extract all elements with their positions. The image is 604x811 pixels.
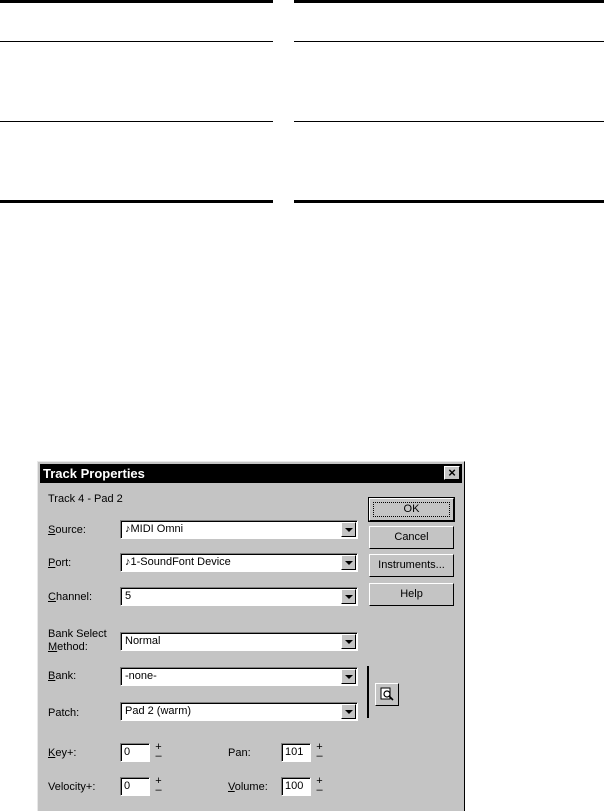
channel-select[interactable] [120,587,358,606]
chevron-down-icon[interactable] [341,669,356,684]
pan-value: 101 [285,746,304,758]
chevron-down-icon[interactable] [341,555,356,570]
key-label: Key+: [48,747,77,759]
source-value: ♪MIDI Omni [125,523,184,535]
bank-select[interactable] [120,667,358,686]
channel-label: Channel: [48,591,93,603]
velocity-value: 0 [124,780,131,792]
volume-field[interactable] [281,777,311,796]
key-value: 0 [124,746,131,758]
rule-2-right [294,41,604,42]
pan-label: Pan: [228,747,251,759]
pan-stepper[interactable] [314,743,325,762]
bank-select-label-2: Method: [48,641,88,653]
rule-3-right [294,121,604,122]
key-field[interactable] [120,743,150,762]
port-label: Port: [48,557,72,569]
top-rule-right [294,0,604,3]
volume-stepper[interactable] [314,777,325,796]
bank-select-method-select[interactable] [120,632,358,651]
channel-value: 5 [125,590,132,602]
increment-icon[interactable]: + [155,741,162,753]
magnifier-icon [380,687,394,701]
bank-patch-divider [367,666,369,718]
source-select[interactable] [120,520,358,539]
close-icon[interactable]: × [444,466,460,480]
bank-label: Bank: [48,670,77,682]
bottom-rule-left [0,200,273,203]
dialog-title: Track Properties [43,466,145,481]
pan-field[interactable] [281,743,311,762]
track-properties-dialog [37,461,465,811]
rule-2-left [0,41,273,42]
bank-select-method-value: Normal [125,635,161,647]
increment-icon[interactable]: + [316,741,323,753]
patch-value: Pad 2 (warm) [125,705,192,717]
ok-button[interactable] [369,498,454,521]
velocity-field[interactable] [120,777,150,796]
velocity-stepper[interactable] [153,777,164,796]
port-value: ♪1-SoundFont Device [125,556,231,568]
increment-icon[interactable]: + [155,775,162,787]
focus-rect [373,502,450,517]
title-bar[interactable] [40,464,462,483]
decrement-icon[interactable]: – [316,750,323,762]
bank-value: -none- [125,670,157,682]
cancel-button[interactable]: Cancel [369,526,454,549]
volume-value: 100 [285,780,304,792]
chevron-down-icon[interactable] [341,589,356,604]
patch-select[interactable] [120,702,358,721]
bank-select-label-1: Bank Select [48,628,107,640]
decrement-icon[interactable]: – [155,750,162,762]
chevron-down-icon[interactable] [341,704,356,719]
decrement-icon[interactable]: – [155,784,162,796]
decrement-icon[interactable]: – [316,784,323,796]
ok-label: OK [403,503,420,515]
increment-icon[interactable]: + [316,775,323,787]
chevron-down-icon[interactable] [341,634,356,649]
port-select[interactable] [120,553,358,572]
velocity-label: Velocity+: [48,781,96,793]
bottom-rule-right [294,200,604,203]
rule-3-left [0,121,273,122]
source-label: Source: [48,524,86,536]
track-label: Track 4 - Pad 2 [48,493,123,505]
top-rule-left [0,0,273,3]
patch-label: Patch: [48,707,80,719]
chevron-down-icon[interactable] [341,522,356,537]
instruments-button[interactable]: Instruments... [369,554,454,577]
browse-patch-button[interactable] [375,683,399,706]
help-button[interactable]: Help [369,583,454,606]
volume-label: Volume: [228,781,268,793]
key-stepper[interactable] [153,743,164,762]
